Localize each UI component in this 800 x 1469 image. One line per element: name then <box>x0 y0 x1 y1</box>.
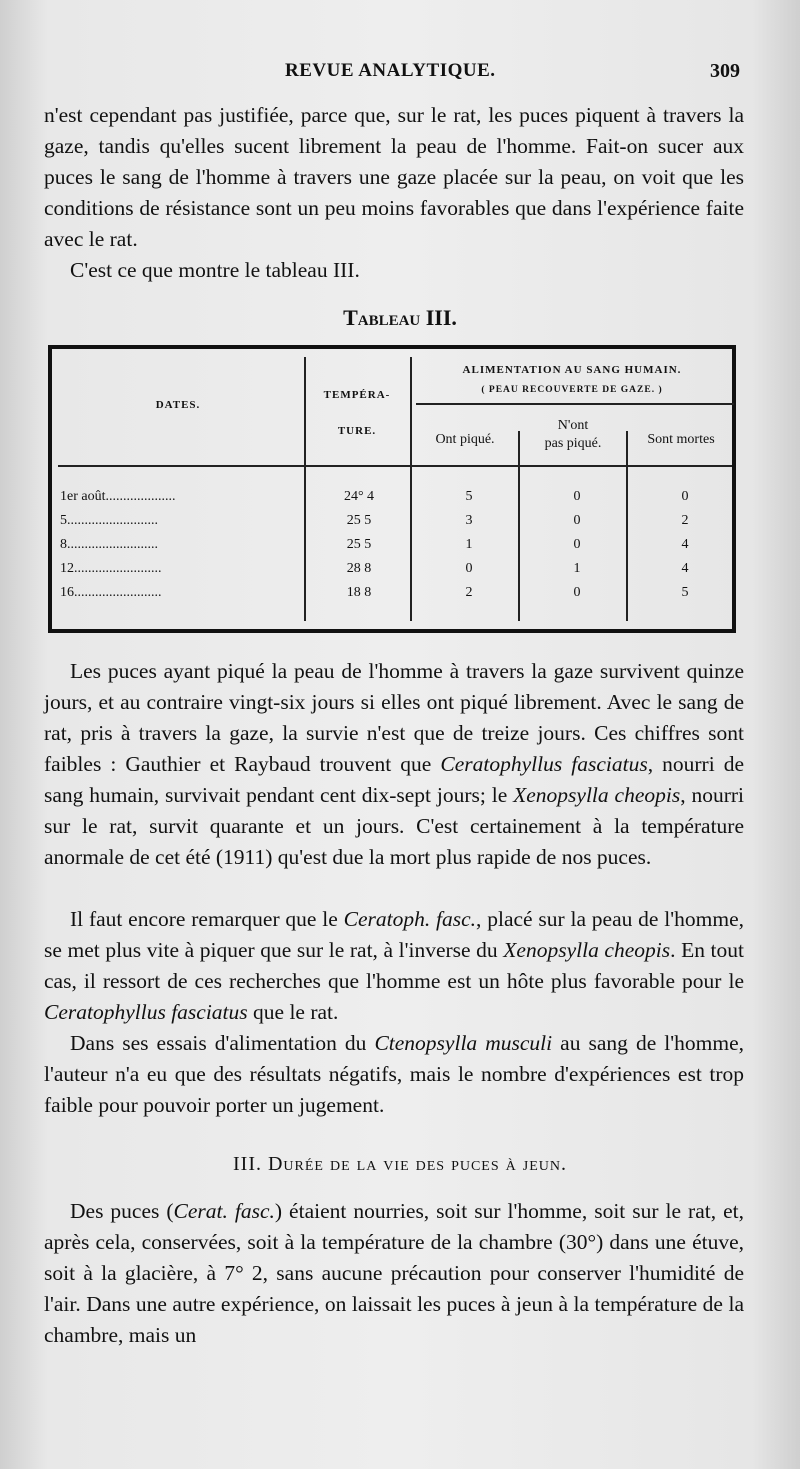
table-caption: Tableau III. <box>343 305 457 330</box>
table-row <box>52 561 732 583</box>
cell-ont-pique: 1 <box>465 537 473 552</box>
header-ont-pique: Ont piqué. <box>435 432 495 447</box>
paragraph-3: Les puces ayant piqué la peau de l'homme à travers la gaze survivent quinze jours, et au contraire vingt-six jours si elles ont piqué librement. Avec le sang de rat, pris à travers la gaze, la survie n'est que de treize jours. Ces chiffres sont faibles : Gauthier et Raybaud trouvent que Ceratophyllus fasciatus, nourri de sang humain, survivait pendant cent dix-sept jours; le Xenopsylla cheopis, nourri sur le rat, survit quarante et un jours. C'est certainement à la température anormale de cet été (1911) qu'est due la mort plus rapide de nos puces. <box>44 659 745 869</box>
header-nont-line1: N'ont <box>557 418 589 433</box>
header-dates: DATES. <box>155 399 201 411</box>
cell-temp: 24° 4 <box>343 489 375 504</box>
cell-temp: 18 8 <box>346 585 372 600</box>
cell-temp: 25 5 <box>346 513 372 528</box>
cell-date: 8.......................... <box>60 537 158 552</box>
cell-nont-pique: 0 <box>573 513 581 528</box>
header-temp-line2: TURE. <box>337 425 377 437</box>
cell-nont-pique: 0 <box>573 537 581 552</box>
cell-mortes: 5 <box>681 585 689 600</box>
table-row <box>52 585 732 607</box>
cell-date: 16......................... <box>60 585 162 600</box>
section-title: III. Durée de la vie des puces à jeun. <box>233 1153 567 1175</box>
paragraph-5: Dans ses essais d'alimentation du Ctenopsylla musculi au sang de l'homme, l'auteur n'a eu que des résultats négatifs, mais le nombre d'expériences est trop faible pour pouvoir porter un jugement. <box>44 1031 744 1117</box>
cell-date: 1er août.................... <box>60 489 176 504</box>
cell-ont-pique: 5 <box>465 489 473 504</box>
cell-mortes: 2 <box>681 513 689 528</box>
cell-ont-pique: 0 <box>465 561 473 576</box>
table-row <box>52 537 732 559</box>
cell-temp: 28 8 <box>346 561 372 576</box>
table-row <box>52 513 732 535</box>
header-group-line2: ( PEAU RECOUVERTE DE GAZE. ) <box>481 385 663 395</box>
cell-nont-pique: 1 <box>573 561 581 576</box>
running-header <box>40 60 740 90</box>
cell-mortes: 4 <box>681 537 689 552</box>
cell-nont-pique: 0 <box>573 489 581 504</box>
journal-title: REVUE ANALYTIQUE. <box>285 60 496 81</box>
cell-temp: 25 5 <box>346 537 372 552</box>
table-row <box>52 489 732 511</box>
paragraph-1: n'est cependant pas justifiée, parce que, sur le rat, les puces piquent à travers la gaze, tandis qu'elles sucent librement la peau de l'homme. Fait-on sucer aux puces le sang de l'homme à travers une gaze placée sur la peau, on voit que les conditions de résistance sont un peu moins favorables que dans l'expérience faite avec le rat. <box>44 103 744 251</box>
header-group-line1: ALIMENTATION AU SANG HUMAIN. <box>462 364 682 376</box>
cell-date: 5.......................... <box>60 513 158 528</box>
header-nont-line2: pas piqué. <box>544 436 602 451</box>
paragraph-6: Des puces (Cerat. fasc.) étaient nourries, soit sur l'homme, soit sur le rat, et, après cela, conservées, soit à la température de la chambre (30°) dans une étuve, soit à la glacière, à 7° 2, sans aucune précaution pour conserver l'humidité de l'air. Dans une autre expérience, on laissait les puces à jeun à la température de la chambre, mais un <box>44 1199 744 1347</box>
paragraph-2: C'est ce que montre le tableau III. <box>70 258 360 282</box>
header-temp-line1: TEMPÉRA- <box>323 389 391 401</box>
cell-nont-pique: 0 <box>573 585 581 600</box>
cell-ont-pique: 2 <box>465 585 473 600</box>
cell-ont-pique: 3 <box>465 513 473 528</box>
paragraph-4: Il faut encore remarquer que le Ceratoph. fasc., placé sur la peau de l'homme, se met plus vite à piquer que sur le rat, à l'inverse du Xenopsylla cheopis. En tout cas, il ressort de ces recherches que l'homme est un hôte plus favorable pour le Ceratophyllus fasciatus que le rat. <box>44 907 745 1024</box>
cell-mortes: 0 <box>681 489 689 504</box>
cell-date: 12......................... <box>60 561 162 576</box>
cell-mortes: 4 <box>681 561 689 576</box>
header-sont-mortes: Sont mortes <box>647 432 715 447</box>
data-table <box>48 345 736 633</box>
page-number: 309 <box>710 60 740 82</box>
